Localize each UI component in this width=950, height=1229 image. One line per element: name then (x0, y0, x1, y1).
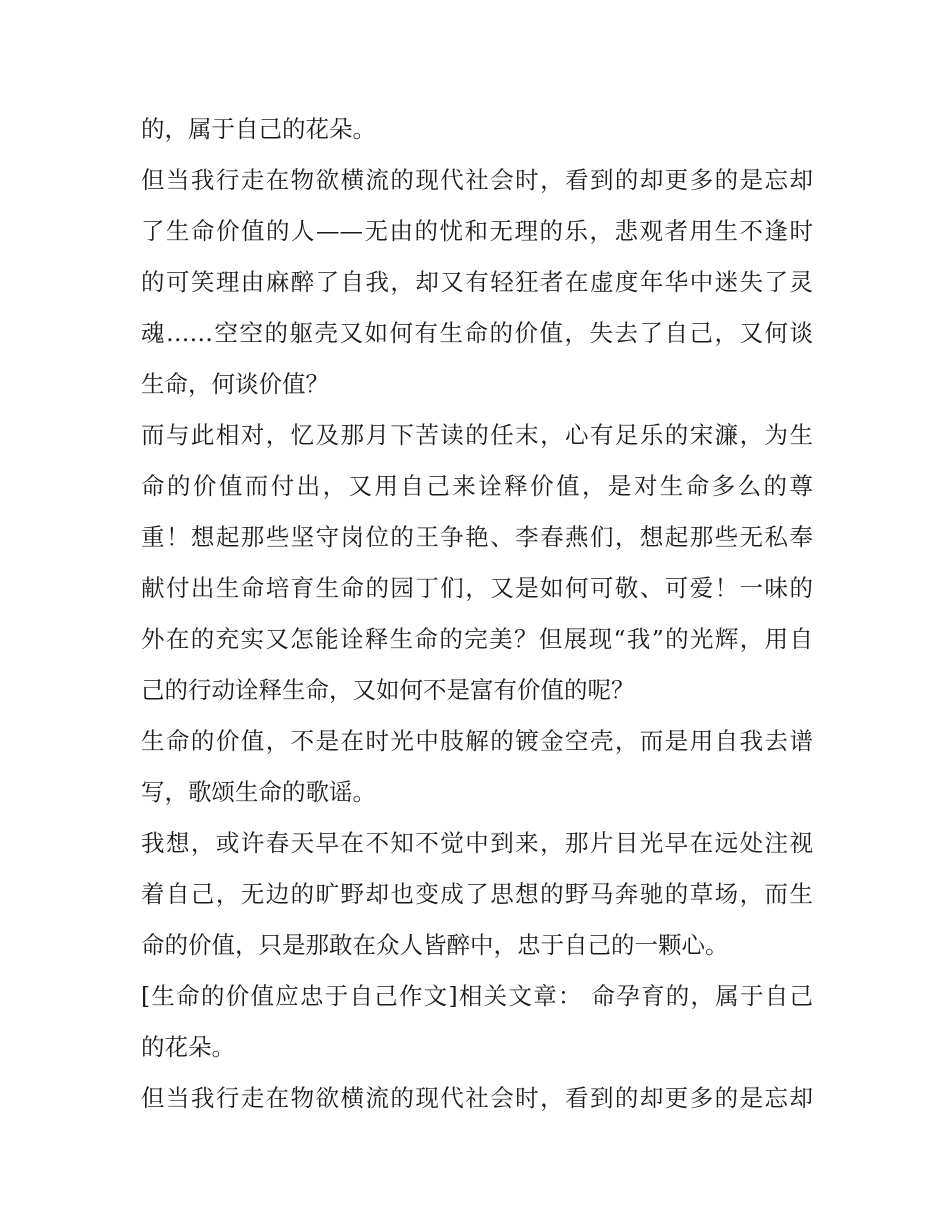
text-line: 我想，或许春天早在不知不觉中到来，那片目光早在远处注视 (141, 829, 813, 857)
text-line: 魂……空空的躯壳又如何有生命的价值，失去了自己，又何谈 (141, 319, 813, 347)
text-line: 己的行动诠释生命，又如何不是富有价值的呢？ (141, 676, 635, 704)
text-line: [生命的价值应忠于自己作文]相关文章： 命孕育的，属于自己 (141, 982, 813, 1010)
document-body (141, 104, 813, 1124)
text-line: 命的价值而付出，又用自己来诠释价值，是对生命多么的尊 (141, 472, 813, 500)
text-line: 了生命价值的人——无由的忧和无理的乐，悲观者用生不逢时 (141, 217, 813, 245)
text-line: 外在的充实又怎能诠释生命的完美？但展现“我”的光辉，用自 (141, 625, 813, 653)
text-line: 的，属于自己的花朵。 (141, 115, 376, 143)
text-line: 生命，何谈价值？ (141, 370, 329, 398)
text-line: 的可笑理由麻醉了自我，却又有轻狂者在虚度年华中迷失了灵 (141, 268, 813, 296)
text-line: 生命的价值，不是在时光中肢解的镀金空壳，而是用自我去谱 (141, 727, 813, 755)
text-line: 但当我行走在物欲横流的现代社会时，看到的却更多的是忘却 (141, 166, 813, 194)
text-line: 重！想起那些坚守岗位的王争艳、李春燕们，想起那些无私奉 (141, 523, 813, 551)
text-line: 而与此相对，忆及那月下苦读的任末，心有足乐的宋濂，为生 (141, 421, 813, 449)
text-line: 着自己，无边的旷野却也变成了思想的野马奔驰的草场，而生 (141, 880, 813, 908)
text-line: 命的价值，只是那敢在众人皆醉中，忠于自己的一颗心。 (141, 931, 729, 959)
text-line: 献付出生命培育生命的园丁们，又是如何可敬、可爱！一味的 (141, 574, 813, 602)
text-line: 但当我行走在物欲横流的现代社会时，看到的却更多的是忘却 (141, 1084, 813, 1112)
text-line: 写，歌颂生命的歌谣。 (141, 778, 376, 806)
text-line: 的花朵。 (141, 1033, 235, 1061)
